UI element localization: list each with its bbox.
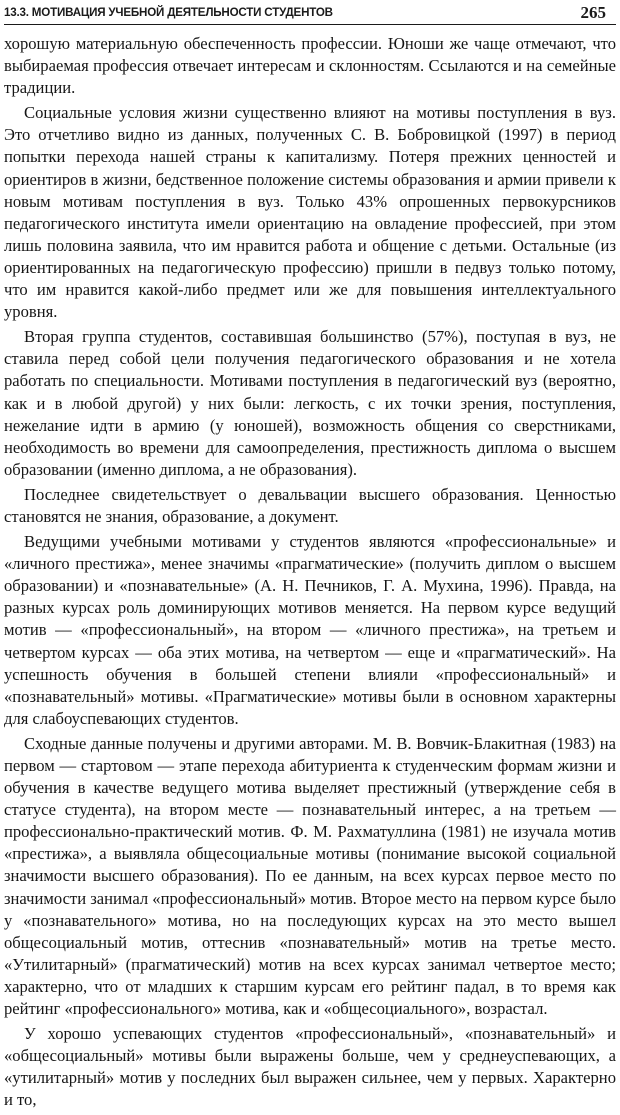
- section-title: 13.3. МОТИВАЦИЯ УЧЕБНОЙ ДЕЯТЕЛЬНОСТИ СТУДЕНТОВ: [4, 6, 333, 19]
- body-text: [4, 33, 616, 1115]
- paragraph: хорошую материальную обеспеченность профессии. Юноши же чаще отмечают, что выбираемая профессия отвечает интересам и склонностям. Ссылаются и на семейные традиции.: [4, 34, 616, 98]
- paragraph: Вторая группа студентов, составившая большинство (57%), поступая в вуз, не ставила перед собой цели получения педагогического образования и не хотела работать по специальности. Мотивами поступления в педагогический вуз (вероятно, как и в любой другой) у них были: легкость, с их точки зрения, поступления, нежелание идти в армию (у юношей), возможность общения со сверстниками, необходимость во времени для самоопределения, престижность диплома о высшем образовании (именно диплома, а не образования).: [4, 327, 616, 479]
- header-divider: [4, 24, 616, 25]
- paragraph: Последнее свидетельствует о девальвации высшего образования. Ценностью становятся не знания, образование, а документ.: [4, 484, 616, 526]
- paragraph: Социальные условия жизни существенно влияют на мотивы поступления в вуз. Это отчетливо видно из данных, полученных С. В. Бобровицкой (1997) в период попытки перехода нашей страны к капитализму. Потеря прежних ценностей и ориентиров в жизни, бедственное положение системы образования и армии привели к новым мотивам поступления в вуз. Только 43% опрошенных первокурсников педагогического института имели ориентацию на овладение профессией, при этом лишь половина заявила, что им нравится работа и общение с детьми. Остальные (из ориентированных на педагогическую профессию) пришли в педвуз только потому, что им нравится какой-либо предмет или же для повышения интеллектуального уровня.: [4, 103, 616, 322]
- running-header: [4, 4, 616, 24]
- paragraph: Сходные данные получены и другими авторами. М. В. Вовчик-Блакитная (1983) на первом — стартовом — этапе перехода абитуриента к студенческим формам жизни и обучения в качестве ведущего мотива выделяет престижный (утверждение себя в статусе студента), на втором месте — познавательный интерес, а на третьем — профессионально-практический мотив. Ф. М. Рахматуллина (1981) не изучала мотив «престижа», а выявляла общесоциальные мотивы (понимание высокой социальной значимости высшего образования). По ее данным, на всех курсах первое место по значимости занимал «профессиональный» мотив. Второе место на первом курсе было у «познавательного» мотива, но на последующих курсах на это место вышел общесоциальный мотив, оттеснив «познавательный» мотив на третье место. «Утилитарный» (прагматический) мотив на всех курсах занимал четвертое место; характерно, что от младших к старшим курсам его рейтинг падал, в то время как рейтинг «профессионального» мотива, как и «общесоциального», возрастал.: [4, 733, 616, 1019]
- page-number: 265: [580, 3, 606, 22]
- paragraph: У хорошо успевающих студентов «профессиональный», «познавательный» и «общесоциальный» мотивы были выражены больше, чем у среднеуспевающих, а «утилитарный» мотив у последних был выражен сильнее, чем у первых. Характерно и то,: [4, 1024, 616, 1110]
- paragraph: Ведущими учебными мотивами у студентов являются «профессиональные» и «личного престижа», менее значимы «прагматические» (получить диплом о высшем образовании) и «познавательные» (А. Н. Печников, Г. А. Мухина, 1996). Правда, на разных курсах роль доминирующих мотивов меняется. На первом курсе ведущий мотив — «профессиональный», на втором — «личного престижа», на третьем и четвертом курсах — оба этих мотива, на четвертом — еще и «прагматический». На успешность обучения в большей степени влияли «профессиональный» и «познавательный» мотивы. «Прагматические» мотивы были в основном характерны для слабоуспевающих студентов.: [4, 532, 616, 728]
